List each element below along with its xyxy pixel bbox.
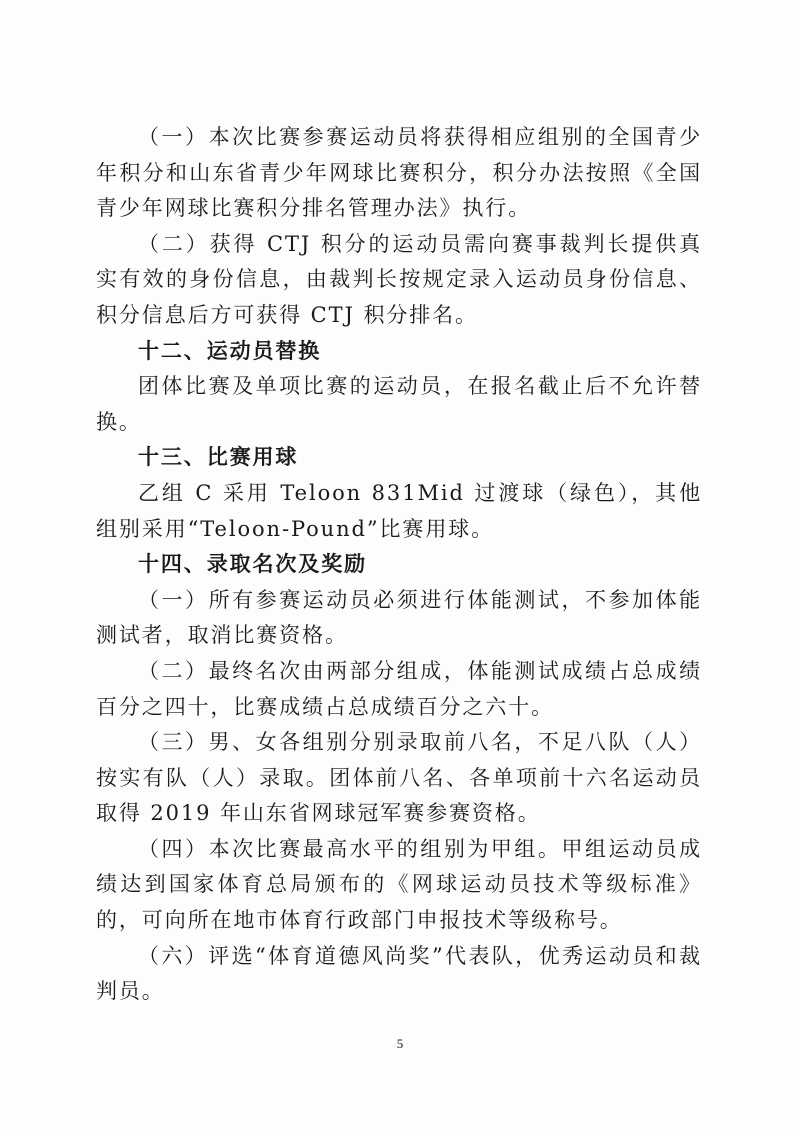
paragraph-ball-rule: 乙组 C 采用 Teloon 831Mid 过渡球（绿色），其他组别采用“Teloon-Pound”比赛用球。: [96, 480, 702, 541]
paragraph-final-ranking: （二）最终名次由两部分组成，体能测试成绩占总成绩百分之四十，比赛成绩占总成绩百分之六十。: [96, 658, 702, 719]
document-body: [96, 120, 702, 1010]
paragraph-sportsmanship-award: （六）评选“体育道德风尚奖”代表队，优秀运动员和裁判员。: [96, 943, 702, 1004]
paragraph-technical-grade: （四）本次比赛最高水平的组别为甲组。甲组运动员成绩达到国家体育总局颁布的《网球运动员技术等级标准》的，可向所在地市体育行政部门申报技术等级称号。: [96, 836, 702, 933]
paragraph-top-eight: （三）男、女各组别分别录取前八名，不足八队（人）按实有队（人）录取。团体前八名、各单项前十六名运动员取得 2019 年山东省网球冠军赛参赛资格。: [96, 730, 702, 826]
paragraph-fitness-test: （一）所有参赛运动员必须进行体能测试，不参加体能测试者，取消比赛资格。: [96, 587, 702, 648]
paragraph-ctj-identity: （二）获得 CTJ 积分的运动员需向赛事裁判长提供真实有效的身份信息，由裁判长按规定录入运动员身份信息、积分信息后方可获得 CTJ 积分排名。: [96, 231, 702, 327]
section-heading-match-ball: 十三、比赛用球: [138, 445, 299, 470]
paragraph-ctj-points: （一）本次比赛参赛运动员将获得相应组别的全国青少年积分和山东省青少年网球比赛积分，积分办法按照《全国青少年网球比赛积分排名管理办法》执行。: [96, 125, 702, 221]
page-number: 5: [396, 1036, 404, 1051]
paragraph-replacement-rule: 团体比赛及单项比赛的运动员，在报名截止后不允许替换。: [96, 374, 702, 434]
section-heading-ranking-awards: 十四、录取名次及奖励: [138, 552, 367, 577]
section-heading-athlete-replacement: 十二、运动员替换: [138, 338, 322, 363]
